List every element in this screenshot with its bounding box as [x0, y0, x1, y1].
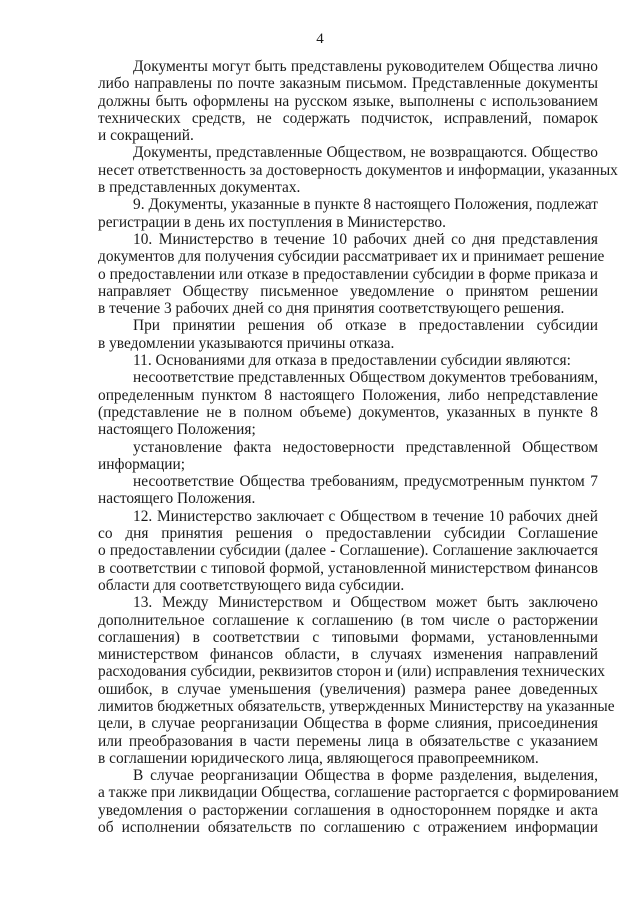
text-line: 10. Министерство в течение 10 рабочих дней со дня представления	[133, 230, 598, 248]
text-line: настоящего Положения;	[98, 421, 256, 439]
text-line: настоящего Положения.	[98, 490, 256, 508]
text-line: в представленных документах.	[98, 179, 301, 197]
page-number: 4	[316, 31, 324, 47]
paragraph	[98, 317, 598, 352]
text-line: несоответствие представленных Обществом документов требованиям,	[133, 369, 598, 387]
text-line: При принятии решения об отказе в предоставлении субсидии	[133, 317, 598, 335]
text-line: регистрации в день их поступления в Министерство.	[98, 213, 446, 231]
text-line: направляет Обществу письменное уведомление о принятом решении	[98, 282, 598, 300]
text-line: области для соответствующего вида субсидии.	[98, 576, 405, 594]
text-line: расходования субсидии, реквизитов сторон и (или) исправления технических	[98, 663, 605, 681]
paragraph	[98, 196, 598, 231]
text-line: министерством финансов области, в случаях изменения направлений	[98, 646, 598, 664]
text-line: о предоставлении субсидии (далее - Соглашение). Соглашение заключается	[98, 542, 598, 560]
text-line: или преобразования в части перемены лица в обязательстве с указанием	[98, 732, 598, 750]
text-line: (представление не в полном объеме) документов, указанных в пункте 8	[98, 403, 598, 421]
text-line: 13. Между Министерством и Обществом может быть заключено	[133, 594, 598, 612]
paragraph	[98, 473, 598, 508]
text-line: определенным пунктом 8 настоящего Положения, либо непредставление	[98, 386, 598, 404]
text-line: технических средств, не содержать подчисток, исправлений, помарок	[98, 109, 598, 127]
paragraph	[98, 767, 619, 837]
paragraph	[98, 144, 618, 197]
text-line: а также при ликвидации Общества, соглашение расторгается с формированием	[98, 784, 619, 802]
text-line: со дня принятия решения о предоставлении субсидии Соглашение	[98, 525, 598, 543]
text-line: об исполнении обязательств по соглашению с отражением информации	[98, 819, 598, 837]
text-line: Документы, представленные Обществом, не возвращаются. Общество	[133, 144, 598, 162]
text-line: В случае реорганизации Общества в форме разделения, выделения,	[133, 767, 598, 785]
paragraph	[98, 439, 598, 474]
text-line: информации;	[98, 455, 186, 473]
paragraph	[98, 369, 598, 438]
text-line: 12. Министерство заключает с Обществом в течение 10 рабочих дней	[133, 507, 598, 525]
text-line: дополнительное соглашение к соглашению (в том числе о расторжении	[98, 611, 598, 629]
text-line: в уведомлении указываются причины отказа.	[98, 334, 395, 352]
text-line: о предоставлении или отказе в предоставлении субсидии в форме приказа и	[98, 265, 598, 283]
text-line: соглашения) в соответствии с типовыми формами, установленными	[98, 628, 598, 646]
paragraph	[98, 58, 598, 144]
text-line: 9. Документы, указанные в пункте 8 настоящего Положения, подлежат	[133, 196, 598, 214]
paragraph	[98, 230, 605, 318]
paragraph	[98, 508, 598, 594]
text-line: в соглашении юридического лица, являющегося правопреемником.	[98, 749, 539, 767]
text-line: в течение 3 рабочих дней со дня принятия соответствующего решения.	[98, 300, 565, 318]
text-line: 11. Основаниями для отказа в предоставлении субсидии являются:	[133, 352, 571, 370]
text-line: цели, в случае реорганизации Общества в форме слияния, присоединения	[98, 715, 598, 733]
text-line: установление факта недостоверности представленной Обществом	[133, 438, 598, 456]
document-body	[98, 58, 619, 837]
text-line: в соответствии с типовой формой, установленной министерством финансов	[98, 559, 598, 577]
text-line: уведомления о расторжении соглашения в одностороннем порядке и акта	[98, 801, 598, 819]
text-line: либо направлены по почте заказным письмом. Представленные документы	[98, 75, 598, 93]
text-line: документов для получения субсидии рассматривает их и принимает решение	[98, 248, 605, 266]
text-line: лимитов бюджетных обязательств, утвержденных Министерству на указанные	[98, 697, 615, 715]
text-line: и сокращений.	[98, 127, 194, 145]
paragraph	[98, 352, 598, 369]
text-line: должны быть оформлены на русском языке, выполнены с использованием	[98, 92, 598, 110]
text-line: ошибок, в случае уменьшения (увеличения) размера ранее доведенных	[98, 680, 598, 698]
text-line: несоответствие Общества требованиям, предусмотренным пунктом 7	[133, 473, 598, 491]
text-line: Документы могут быть представлены руководителем Общества лично	[133, 58, 598, 75]
text-line: несет ответственность за достоверность документов и информации, указанных	[98, 161, 618, 179]
paragraph	[98, 594, 615, 767]
